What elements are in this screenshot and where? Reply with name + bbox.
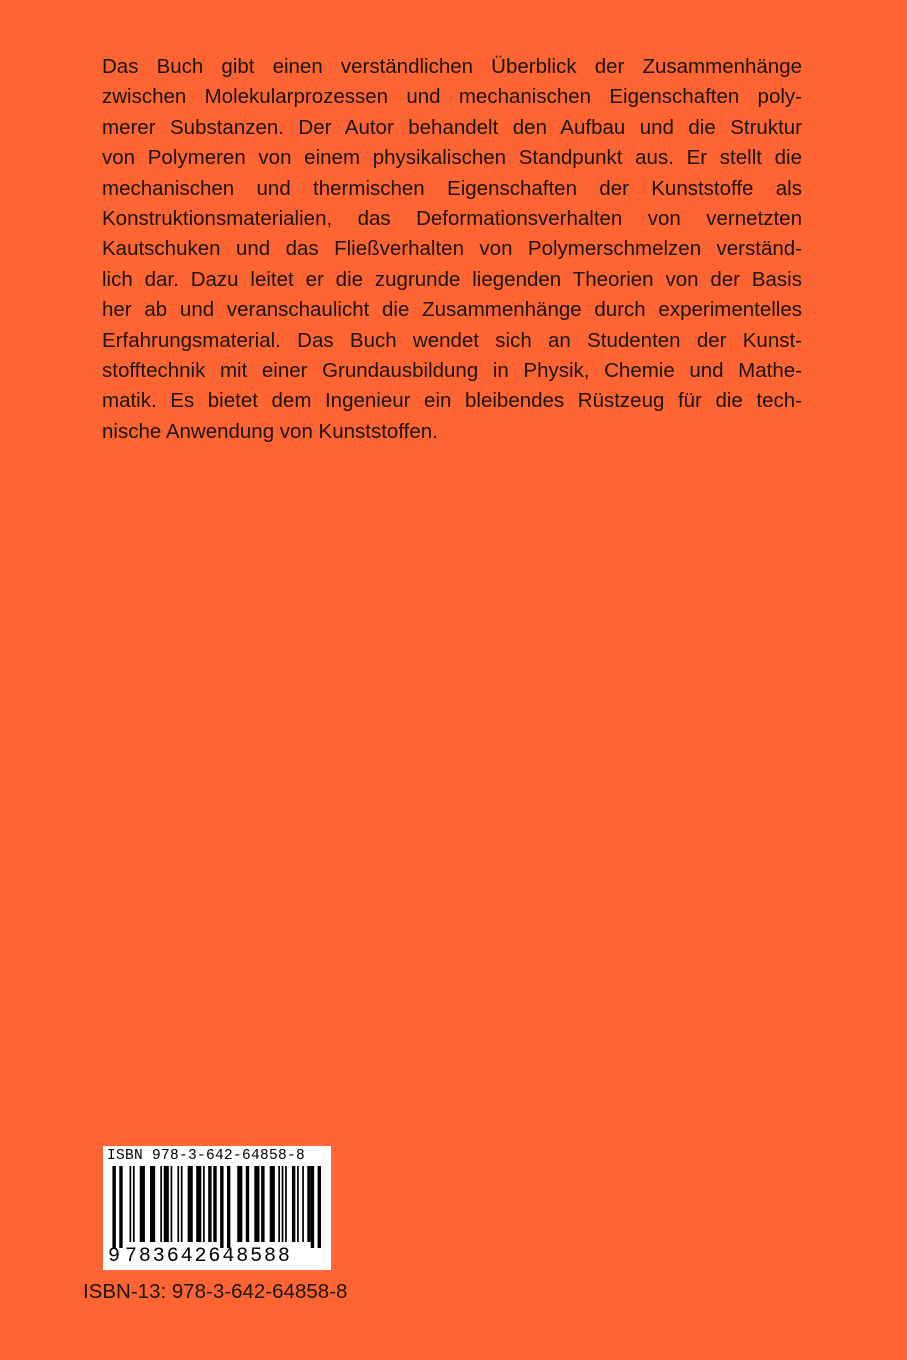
- barcode-bar: [171, 1166, 173, 1242]
- barcode-bar: [203, 1166, 205, 1242]
- barcode-bar: [160, 1166, 162, 1242]
- barcode-bar: [318, 1166, 321, 1248]
- blurb-line: Kautschuken und das Fließverhalten von Polymerschmelzen verständ-: [102, 237, 802, 261]
- barcode-bar: [213, 1166, 216, 1242]
- blurb-line: merer Substanzen. Der Autor behandelt den Aufbau und die Struktur: [102, 115, 802, 139]
- blurb-line: zwischen Molekularprozessen und mechanischen Eigenschaften poly-: [102, 85, 802, 109]
- blurb-line: stofftechnik mit einer Grundausbildung in Physik, Chemie und Mathe-: [102, 359, 802, 383]
- barcode-digits: 783642648588: [125, 1245, 292, 1268]
- blurb-text: [102, 52, 802, 447]
- barcode-bar: [261, 1166, 264, 1242]
- barcode-bar: [112, 1166, 115, 1248]
- barcode-bar: [297, 1166, 299, 1242]
- barcode-bar: [278, 1166, 280, 1242]
- barcode-bar: [140, 1166, 145, 1242]
- isbn13-label: ISBN-13: 978-3-642-64858-8: [83, 1280, 348, 1303]
- barcode-bar: [302, 1166, 304, 1242]
- blurb-line: mechanischen und thermischen Eigenschaften der Kunststoffe als: [102, 176, 802, 200]
- barcode-bar: [270, 1166, 275, 1242]
- blurb-line: von Polymeren von einem physikalischen Standpunkt aus. Er stellt die: [102, 146, 802, 170]
- barcode-bar: [119, 1166, 122, 1248]
- barcode-bar: [164, 1166, 169, 1242]
- barcode-bar: [282, 1166, 284, 1242]
- barcode-bar: [181, 1166, 183, 1242]
- barcode-bar: [307, 1166, 310, 1242]
- barcode-bar: [188, 1166, 193, 1242]
- barcode-bar: [237, 1166, 242, 1242]
- blurb-line: matik. Es bietet dem Ingenieur ein bleibendes Rüstzeug für die tech-: [102, 389, 802, 413]
- barcode-bar: [133, 1166, 135, 1242]
- barcode-bar: [285, 1166, 287, 1242]
- barcode-bar: [208, 1166, 211, 1242]
- blurb-line: lich dar. Dazu leitet er die zugrunde liegenden Theorien von der Basis: [102, 267, 802, 291]
- barcode-bar: [246, 1166, 249, 1242]
- barcode-bar: [196, 1166, 201, 1242]
- barcode-first-digit: 9: [108, 1245, 121, 1268]
- barcode-bar: [130, 1166, 132, 1242]
- blurb-line: nische Anwendung von Kunststoffen.: [102, 419, 438, 443]
- barcode-bar: [311, 1166, 314, 1248]
- barcode-bar: [150, 1166, 155, 1242]
- barcode-bar: [254, 1166, 259, 1242]
- barcode-isbn-label: ISBN 978-3-642-64858-8: [107, 1148, 306, 1164]
- blurb-line: Konstruktionsmaterialien, das Deformationsverhalten von vernetzten: [102, 207, 802, 231]
- blurb-line: her ab und veranschaulicht die Zusammenhänge durch experimentelles: [102, 298, 802, 322]
- barcode-box: [103, 1146, 331, 1270]
- barcode-bar: [220, 1166, 223, 1248]
- barcode-bar: [227, 1166, 230, 1248]
- blurb-line: Das Buch gibt einen verständlichen Überblick der Zusammenhänge: [102, 55, 802, 78]
- blurb-line: Erfahrungsmaterial. Das Buch wendet sich an Studenten der Kunst-: [102, 328, 802, 352]
- barcode-bar: [177, 1166, 179, 1242]
- barcode-bars: [109, 1166, 325, 1248]
- barcode-bar: [292, 1166, 295, 1242]
